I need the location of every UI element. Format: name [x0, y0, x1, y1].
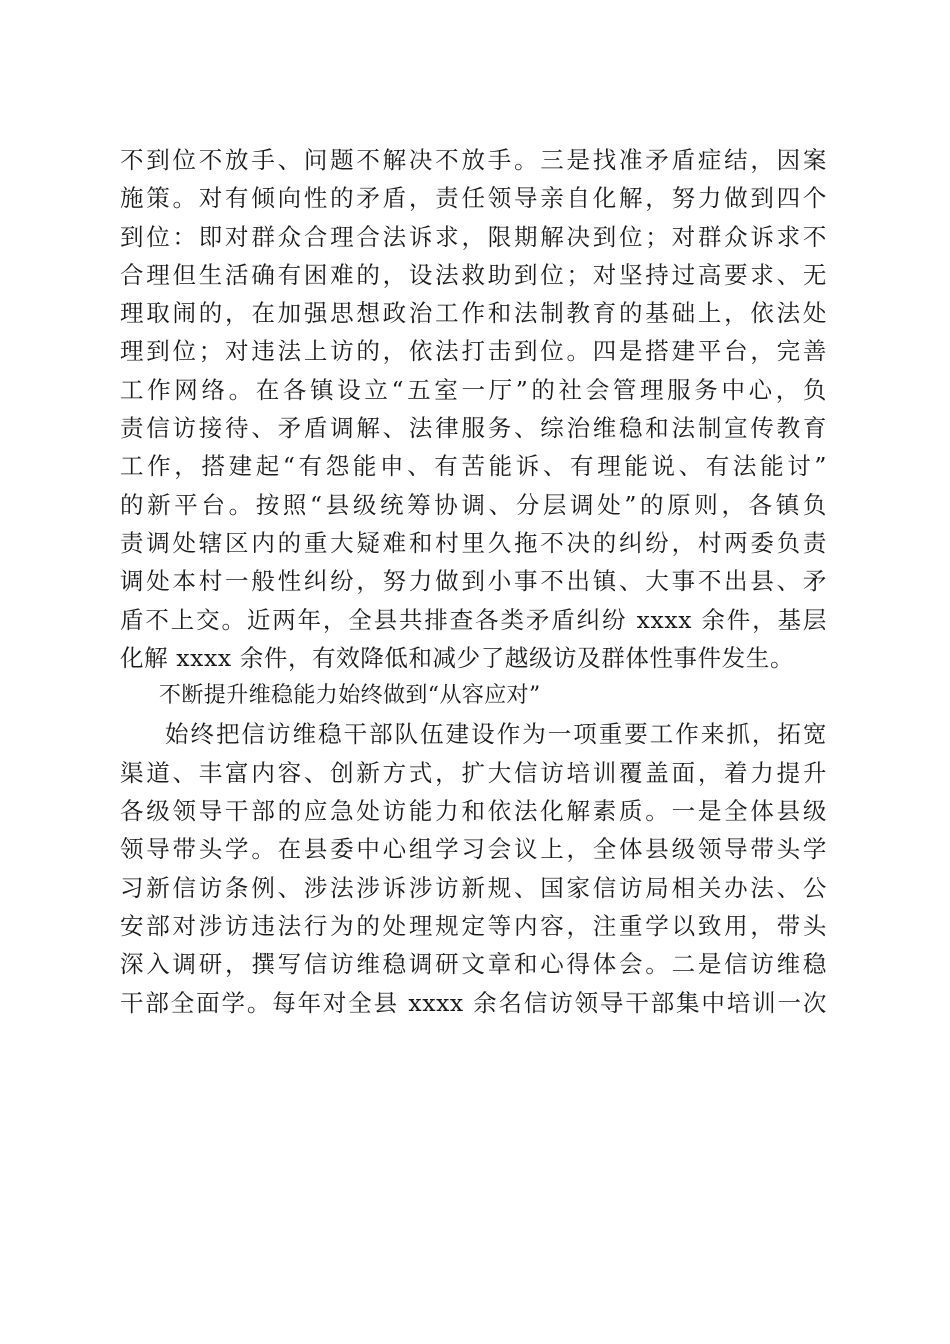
paragraph-line: 化解 xxxx 余件，有效降低和减少了越级访及群体性事件发生。: [120, 643, 795, 672]
paragraph-line: 始终把信访维稳干部队伍建设作为一项重要工作来抓，拓宽: [165, 720, 827, 749]
paragraph-line: 习新信访条例、涉法涉诉涉访新规、国家信访局相关办法、公: [120, 873, 827, 902]
paragraph-line: 理取闹的，在加强思想政治工作和法制教育的基础上，依法处: [120, 299, 827, 328]
paragraph-line: 责调处辖区内的重大疑难和村里久拖不决的纠纷，村两委负责: [120, 528, 827, 557]
paragraph-1: [120, 141, 827, 677]
document-body: [120, 141, 827, 1022]
paragraph-line: 工作网络。在各镇设立“五室一厅”的社会管理服务中心，负: [120, 375, 827, 404]
paragraph-line: 的新平台。按照“县级统筹协调、分层调处”的原则，各镇负: [120, 490, 827, 519]
paragraph-line: 深入调研，撰写信访维稳调研文章和心得体会。二是信访维稳: [120, 950, 827, 979]
paragraph-line: 合理但生活确有困难的，设法救助到位；对坚持过高要求、无: [120, 260, 827, 289]
paragraph-line: 理到位；对违法上访的，依法打击到位。四是搭建平台，完善: [120, 337, 827, 366]
paragraph-line: 干部全面学。每年对全县 xxxx 余名信访领导干部集中培训一次: [120, 988, 827, 1017]
paragraph-line: 领导带头学。在县委中心组学习会议上，全体县级领导带头学: [120, 835, 827, 864]
paragraph-line: 责信访接待、矛盾调解、法律服务、综治维稳和法制宣传教育: [120, 414, 827, 443]
paragraph-line: 工作，搭建起“有怨能申、有苦能诉、有理能说、有法能讨”: [120, 452, 827, 481]
paragraph-line: 不到位不放手、问题不解决不放手。三是找准矛盾症结，因案: [120, 146, 827, 174]
paragraph-line: 安部对涉访违法行为的处理规定等内容，注重学以致用，带头: [120, 911, 827, 940]
section-heading: 不断提升维稳能力始终做到“从容应对”: [159, 683, 541, 709]
paragraph-line: 到位：即对群众合理合法诉求，限期解决到位；对群众诉求不: [120, 222, 827, 251]
paragraph-line: 渠道、丰富内容、创新方式，扩大信访培训覆盖面，着力提升: [120, 758, 827, 787]
paragraph-2: [120, 715, 827, 1021]
paragraph-line: 各级领导干部的应急处访能力和依法化解素质。一是全体县级: [120, 797, 827, 826]
paragraph-line: 盾不上交。近两年，全县共排查各类矛盾纠纷 xxxx 余件，基层: [120, 605, 827, 634]
paragraph-line: 调处本村一般性纠纷，努力做到小事不出镇、大事不出县、矛: [120, 567, 827, 596]
paragraph-line: 施策。对有倾向性的矛盾，责任领导亲自化解，努力做到四个: [120, 184, 827, 213]
